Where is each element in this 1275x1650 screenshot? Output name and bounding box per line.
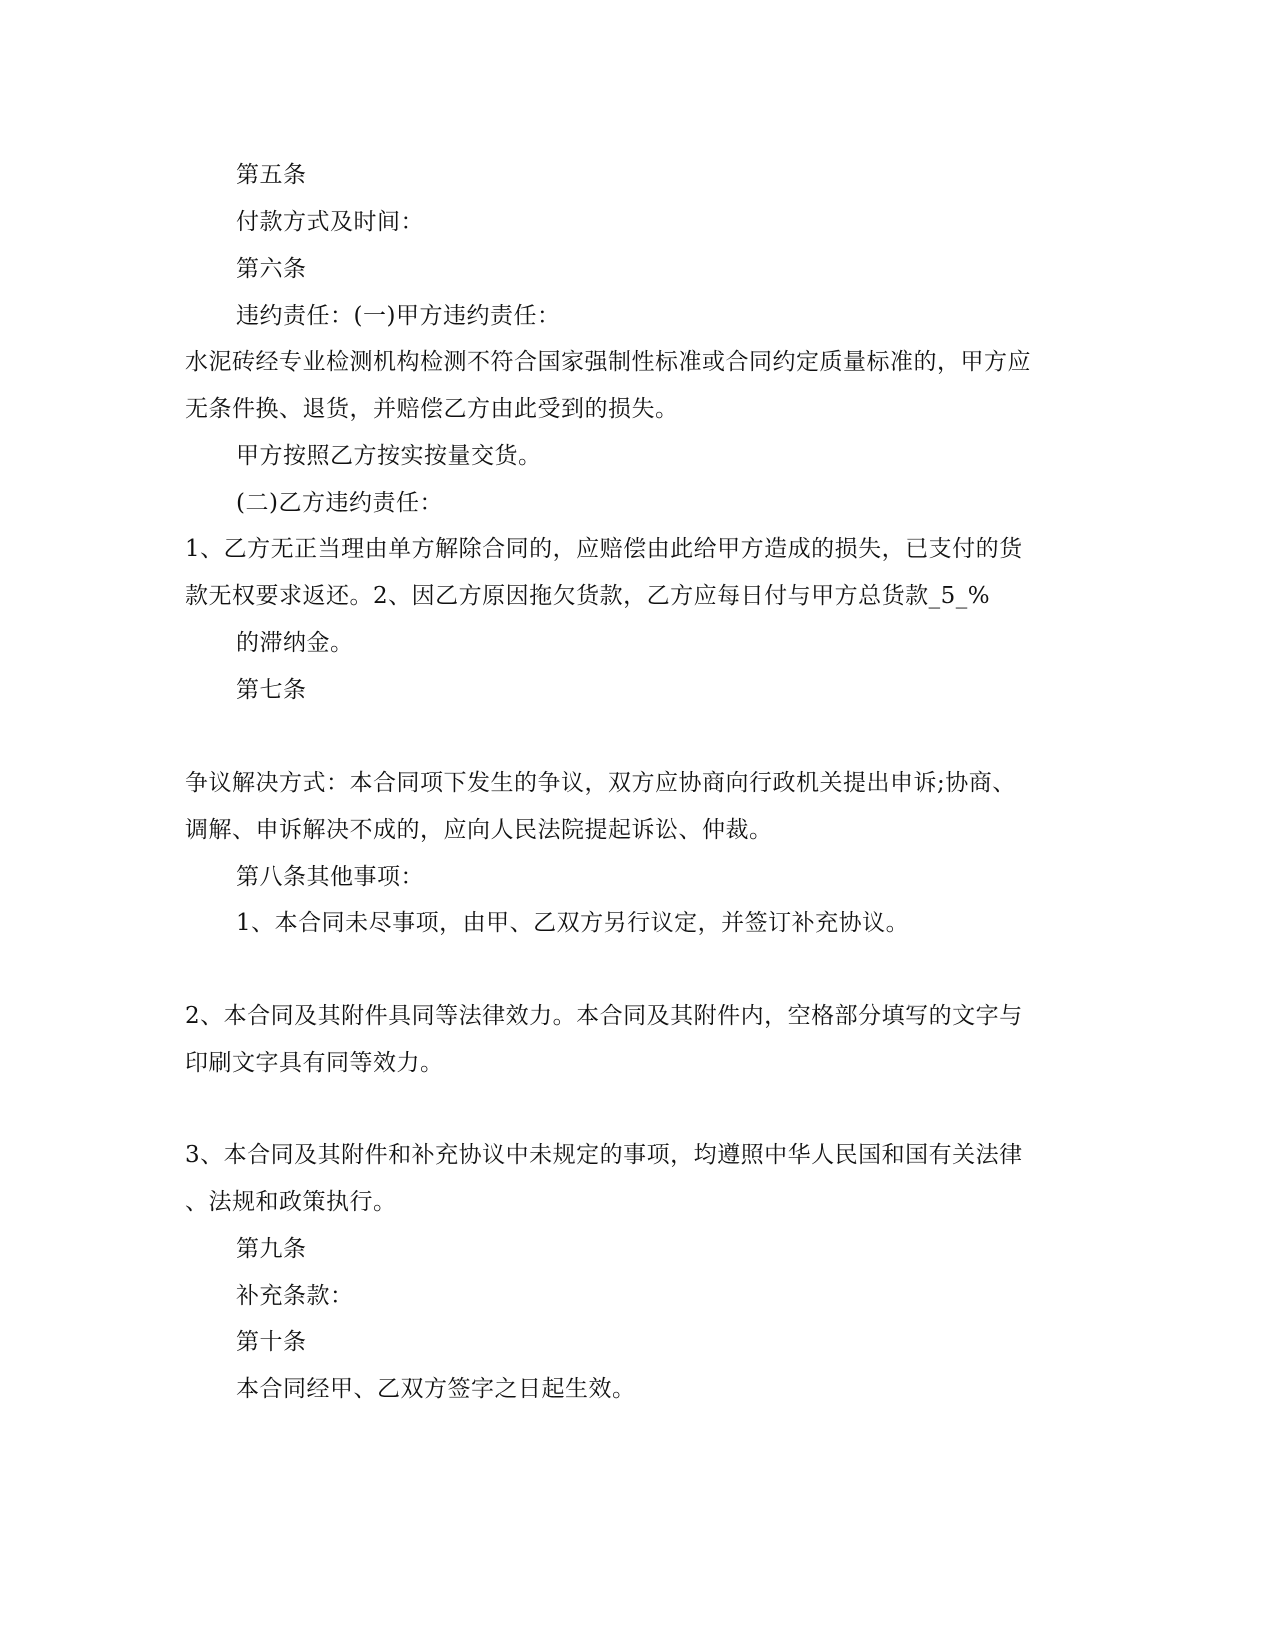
article-9-heading: 第九条	[236, 1236, 307, 1262]
article-10-heading: 第十条	[236, 1329, 307, 1355]
other-matters-item-1: 1、本合同未尽事项，由甲、乙双方另行议定，并签订补充协议。	[236, 910, 910, 936]
party-b-breach-line-2: 款无权要求返还。2、因乙方原因拖欠货款，乙方应每日付与甲方总货款_5_%	[185, 583, 991, 609]
late-fee-text: 的滞纳金。	[236, 630, 354, 656]
party-a-breach-line-1: 水泥砖经专业检测机构检测不符合国家强制性标准或合同约定质量标准的，甲方应	[185, 349, 1031, 375]
breach-liability-text: 违约责任：(一)甲方违约责任：	[236, 303, 561, 329]
article-8-heading: 第八条其他事项：	[236, 864, 424, 890]
payment-method-text: 付款方式及时间：	[236, 209, 424, 235]
party-b-breach-line-1: 1、乙方无正当理由单方解除合同的，应赔偿由此给甲方造成的损失，已支付的货	[185, 536, 1023, 562]
article-5-heading: 第五条	[236, 162, 307, 188]
article-6-heading: 第六条	[236, 256, 307, 282]
dispute-resolution-line-2: 调解、申诉解决不成的，应向人民法院提起诉讼、仲裁。	[185, 817, 773, 843]
other-matters-item-2-line-2: 印刷文字具有同等效力。	[185, 1050, 444, 1076]
delivery-text: 甲方按照乙方按实按量交货。	[236, 443, 542, 469]
effective-date-text: 本合同经甲、乙双方签字之日起生效。	[236, 1376, 636, 1402]
article-7-heading: 第七条	[236, 677, 307, 703]
party-b-breach-heading: (二)乙方违约责任：	[236, 490, 443, 516]
supplementary-clause-text: 补充条款：	[236, 1283, 354, 1309]
other-matters-item-3-line-2: 、法规和政策执行。	[185, 1189, 397, 1215]
party-a-breach-line-2: 无条件换、退货，并赔偿乙方由此受到的损失。	[185, 396, 679, 422]
other-matters-item-3-line-1: 3、本合同及其附件和补充协议中未规定的事项，均遵照中华人民国和国有关法律	[185, 1142, 1023, 1168]
other-matters-item-2-line-1: 2、本合同及其附件具同等法律效力。本合同及其附件内，空格部分填写的文字与	[185, 1003, 1023, 1029]
dispute-resolution-line-1: 争议解决方式：本合同项下发生的争议，双方应协商向行政机关提出申诉;协商、	[185, 770, 1016, 796]
